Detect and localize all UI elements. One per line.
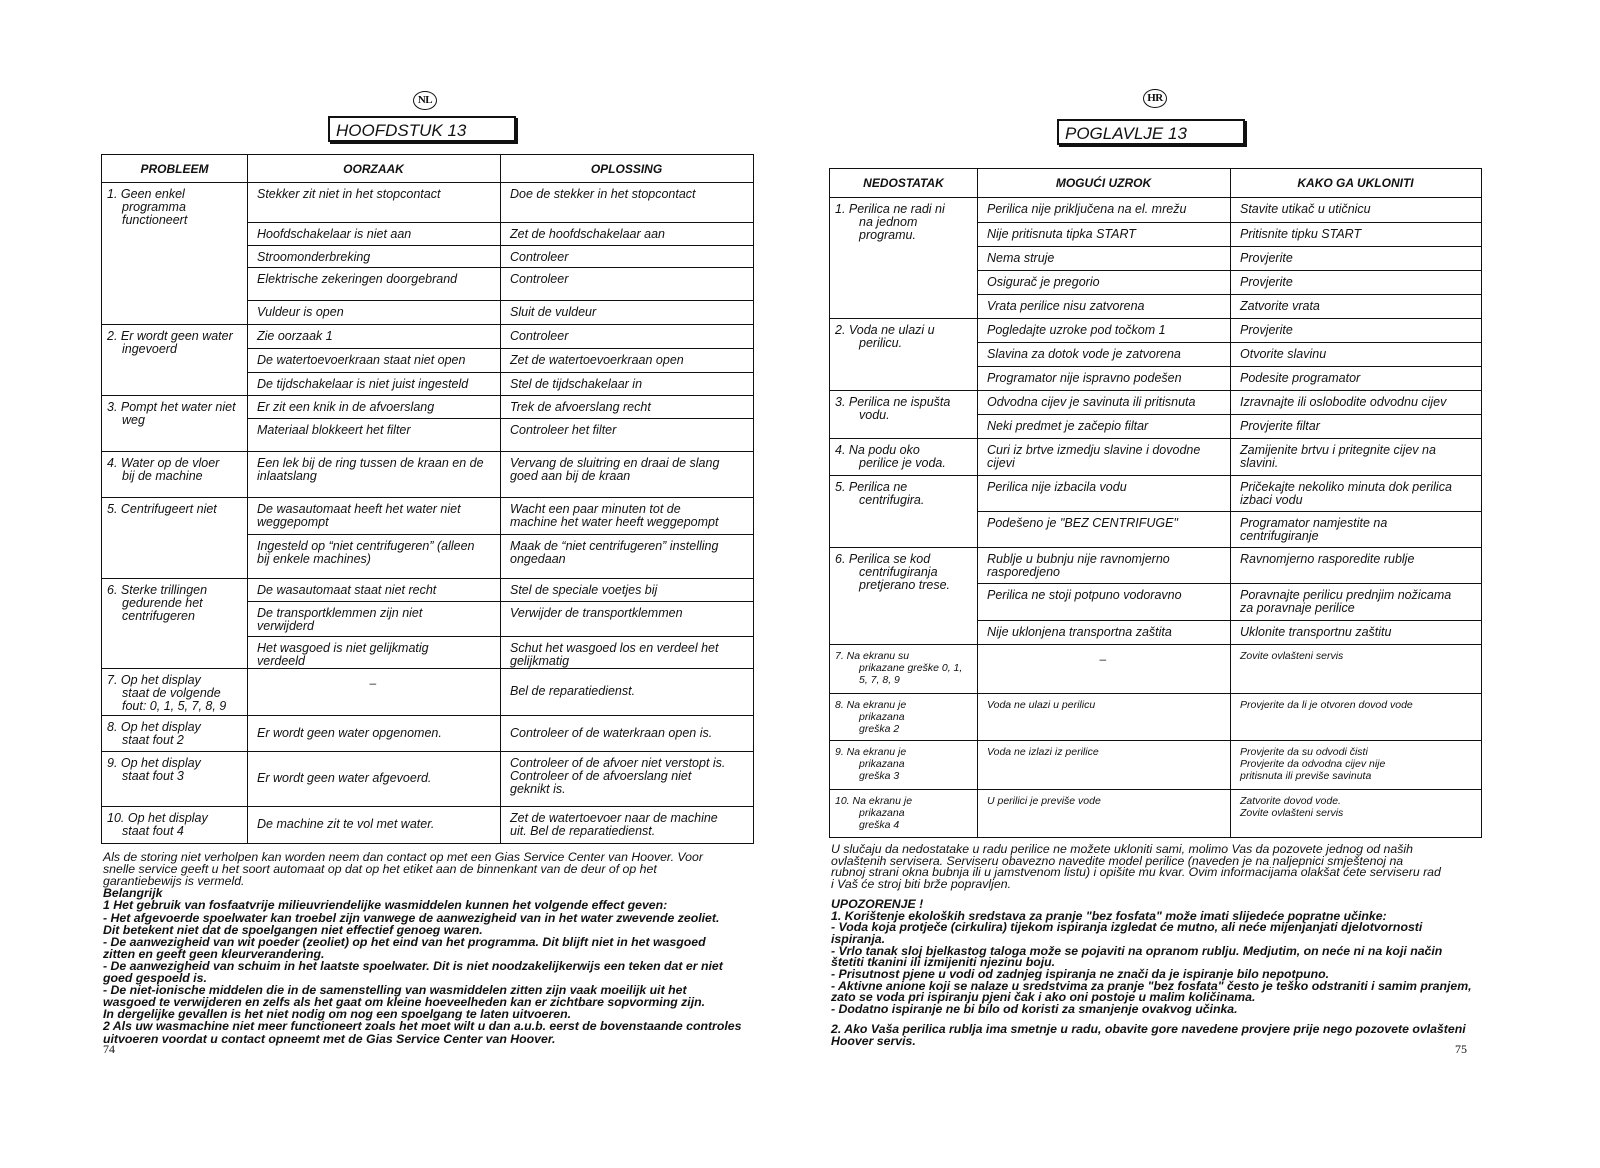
problem-text: 5. Perilica ne: [835, 480, 908, 494]
header-problem: PROBLEEM: [140, 161, 209, 176]
row-divider: [977, 414, 1481, 415]
note-line: - Aktivne anione koji se nalaze u sredstvima za pranje "bez fosfata" često je teško odstraniti i samim pranjem,: [831, 978, 1472, 993]
problem-text: 4. Na podu oko: [835, 443, 920, 457]
problem-text: 10. Op het display: [107, 811, 208, 825]
row-divider: [102, 497, 753, 498]
problem-text: prikazana: [859, 807, 905, 819]
solution-text: Provjerite: [1240, 275, 1293, 289]
note-line: - Het afgevoerde spoelwater kan troebel zijn vanwege de aanwezigheid van in het water zwevende zeoliet.: [103, 910, 720, 925]
page-number: 74: [103, 1042, 115, 1056]
note-line: - Vrlo tanak sloj bjelkastog taloga može se pojaviti na opranom rublju. Medjutim, on neće ni na koji način: [831, 943, 1443, 958]
row-divider: [830, 475, 1481, 476]
cause-text: Odvodna cijev je savinuta ili pritisnuta: [987, 395, 1196, 409]
problem-text: prikazane greške 0, 1,: [859, 662, 963, 674]
cause-text: Stroomonderbreking: [257, 250, 371, 264]
problem-text: na jednom: [859, 215, 918, 229]
cause-text: Nije pritisnuta tipka START: [987, 227, 1136, 241]
cause-text: Het wasgoed is niet gelijkmatig: [257, 641, 429, 655]
problem-text: staat de volgende: [122, 686, 221, 700]
solution-text: Zovite ovlašteni servis: [1240, 650, 1344, 662]
row-divider: [977, 222, 1481, 223]
row-divider: [830, 390, 1481, 391]
note-line: garantiebewijs is vermeld.: [103, 874, 245, 889]
solution-text: Stel de tijdschakelaar in: [510, 377, 643, 391]
cause-text: verdeeld: [257, 654, 305, 668]
solution-text: Controleer of de waterkraan open is.: [510, 725, 713, 740]
cause-text: Perilica nije izbacila vodu: [987, 480, 1127, 494]
solution-text: Stavite utikač u utičnicu: [1240, 202, 1371, 216]
problem-text: greška 3: [859, 770, 900, 782]
row-divider: [247, 245, 753, 246]
chapter-title: HOOFDSTUK 13: [328, 116, 516, 142]
problem-text: 5, 7, 8, 9: [859, 674, 900, 686]
note-line: - De aanwezigheid van wit poeder (zeoliet) op het eind van het programma. Dit blijft niet in het wasgoed: [103, 934, 706, 949]
solution-text: Programator namjestite na: [1240, 516, 1388, 530]
problem-text: 9. Na ekranu je: [835, 746, 907, 758]
problem-text: staat fout 4: [122, 824, 184, 838]
cause-text: weggepompt: [257, 515, 329, 529]
row-divider: [977, 294, 1481, 295]
note-line: In dergelijke gevallen is het niet nodig om nog een spoelgang te laten uitvoeren.: [103, 1007, 572, 1022]
solution-text: centrifugiranje: [1240, 529, 1319, 543]
column-divider: [247, 155, 248, 843]
cause-text: rasporedjeno: [987, 565, 1060, 579]
solution-text: izbaci vodu: [1240, 493, 1303, 507]
row-divider: [247, 348, 753, 349]
solution-text: Zet de watertoevoerkraan open: [510, 353, 684, 367]
row-divider: [977, 342, 1481, 343]
troubleshooting-table: [829, 168, 1482, 838]
solution-text: Bel de reparatiedienst.: [510, 684, 636, 698]
row-divider: [247, 222, 753, 223]
cause-text: Osigurač je pregorio: [987, 275, 1100, 289]
note-line: Dit betekent niet dat de spoelgangen niet effectief genoeg waren.: [103, 922, 483, 937]
solution-text: Sluit de vuldeur: [510, 305, 597, 319]
row-divider: [830, 644, 1481, 645]
problem-text: prikazana: [859, 711, 905, 723]
problem-text: staat fout 3: [122, 769, 184, 783]
solution-text: Zet de hoofdschakelaar aan: [510, 227, 665, 241]
solution-text: Zatvorite dovod vode.: [1240, 795, 1341, 807]
problem-text: gedurende het: [122, 596, 203, 610]
solution-text: Controleer of de afvoer niet verstopt is.: [510, 756, 726, 770]
solution-text: Provjerite da odvodna cijev nije: [1240, 758, 1386, 770]
problem-text: 3. Pompt het water niet: [107, 400, 236, 414]
solution-text: geknikt is.: [510, 782, 566, 796]
cause-text: De tijdschakelaar is niet juist ingesteld: [257, 377, 469, 391]
solution-text: za poravnaje perilice: [1240, 601, 1355, 615]
cause-text: Perilica ne stoji potpuno vodoravno: [987, 588, 1182, 602]
problem-text: bij de machine: [122, 469, 203, 483]
solution-text: Izravnajte ili oslobodite odvodnu cijev: [1240, 395, 1447, 409]
solution-text: Schut het wasgoed los en verdeel het: [510, 641, 719, 655]
problem-text: centrifugiranja: [859, 565, 938, 579]
empty-cause-dash: –: [369, 676, 377, 690]
problem-text: programma: [122, 200, 186, 214]
row-divider: [102, 451, 753, 452]
problem-text: ingevoerd: [122, 342, 177, 356]
solution-text: uit. Bel de reparatiedienst.: [510, 824, 656, 838]
row-divider: [102, 806, 753, 807]
problem-text: 5. Centrifugeert niet: [107, 502, 217, 516]
cause-text: Slavina za dotok vode je zatvorena: [987, 347, 1181, 361]
note-line: Hoover servis.: [831, 1033, 916, 1048]
page-number: 75: [1455, 1042, 1467, 1056]
cause-text: Materiaal blokkeert het filter: [257, 423, 411, 437]
solution-text: Uklonite transportnu zaštitu: [1240, 625, 1392, 639]
problem-text: 3. Perilica ne ispušta: [835, 395, 951, 409]
problem-text: prikazana: [859, 758, 905, 770]
cause-text: verwijderd: [257, 619, 314, 633]
problem-text: 1. Perilica ne radi ni: [835, 202, 945, 216]
solution-text: Controleer: [510, 329, 569, 343]
solution-text: Trek de afvoerslang recht: [510, 400, 651, 414]
problem-text: centrifugira.: [859, 493, 925, 507]
note-line: 1 Het gebruik van fosfaatvrije milieuvriendelijke wasmiddelen kunnen het volgende effect geven:: [103, 898, 668, 913]
row-divider: [977, 583, 1481, 584]
note-line: - De niet-ionische middelen die in de samenstelling van wasmiddelen zitten zijn vaak moeilijk uit het: [103, 983, 687, 998]
header-solution: OPLOSSING: [590, 161, 663, 176]
cause-text: Er wordt geen water opgenomen.: [257, 725, 442, 740]
note-line: - Dodatno ispiranje ne bi bilo od koristi za smanjenje ovakvog učinka.: [831, 1002, 1238, 1017]
solution-text: Vervang de sluitring en draai de slang: [510, 456, 720, 470]
problem-text: 7. Op het display: [107, 673, 201, 687]
problem-text: 2. Er wordt geen water: [107, 329, 233, 343]
problem-text: vodu.: [859, 408, 890, 422]
cause-text: Vuldeur is open: [257, 305, 344, 319]
problem-text: 6. Sterke trillingen: [107, 583, 208, 597]
solution-text: Verwijder de transportklemmen: [510, 606, 683, 620]
cause-text: Er wordt geen water afgevoerd.: [257, 771, 432, 785]
solution-text: ongedaan: [510, 552, 566, 566]
problem-text: 2. Voda ne ulazi u: [835, 323, 935, 337]
solution-text: Poravnajte perilicu prednjim nožicama: [1240, 588, 1452, 602]
solution-text: Pritisnite tipku START: [1240, 227, 1362, 241]
row-divider: [247, 300, 753, 301]
note-line: 2 Als uw wasmachine niet meer functioneert zoals het moet wilt u dan a.u.b. eerst de bovenstaande controles: [103, 1019, 742, 1034]
cause-text: Podešeno je "BEZ CENTRIFUGE": [987, 516, 1178, 530]
note-line: zato se voda pri ispiranju pjeni čak i ako oni postoje u malim količinama.: [831, 990, 1256, 1005]
problem-text: perilicu.: [859, 336, 903, 350]
solution-text: Stel de speciale voetjes bij: [510, 583, 658, 597]
language-badge: HR: [1143, 89, 1167, 108]
solution-text: Provjerite da su odvodi čisti: [1240, 746, 1368, 758]
language-badge: NL: [413, 91, 437, 110]
row-divider: [977, 620, 1481, 621]
note-line: uitvoeren voordat u contact opneemt met de Gias Service Center van Hoover.: [103, 1031, 556, 1046]
problem-text: centrifugeren: [122, 609, 195, 623]
row-divider: [102, 751, 753, 752]
solution-text: Pričekajte nekoliko minuta dok perilica: [1240, 480, 1452, 494]
note-line: rubnoj strani okna bubnja ili u jamstvenom listu) i opišite mu kvar. Ovim informacijama olakšat ćete serviseru rad: [831, 865, 1441, 880]
chapter-title: POGLAVLJE 13: [1057, 119, 1245, 145]
solution-text: Ravnomjerno rasporedite rublje: [1240, 552, 1415, 566]
problem-text: 9. Op het display: [107, 756, 201, 770]
cause-text: Curi iz brtve izmedju slavine i dovodne: [987, 443, 1201, 457]
solution-text: Provjerite: [1240, 251, 1293, 265]
row-divider: [247, 267, 753, 268]
row-divider: [977, 246, 1481, 247]
solution-text: goed aan bij de kraan: [510, 469, 631, 483]
note-line: - Prisutnost pjene u vodi od zadnjeg ispiranja ne znači da je ispiranje bilo nepotpuno.: [831, 967, 1330, 981]
problem-text: staat fout 2: [122, 733, 184, 747]
solution-text: Controleer of de afvoerslang niet: [510, 769, 692, 783]
solution-text: pritisnuta ili previše savinuta: [1240, 770, 1372, 782]
solution-text: Podesite programator: [1240, 371, 1361, 385]
problem-text: perilice je voda.: [859, 456, 946, 470]
note-line: štetiti tkanini ili izmijeniti njezinu boju.: [831, 955, 1056, 970]
cause-text: bij enkele machines): [257, 552, 371, 566]
row-divider: [830, 438, 1481, 439]
solution-text: Otvorite slavinu: [1240, 347, 1327, 361]
row-divider: [830, 740, 1481, 741]
solution-text: Zatvorite vrata: [1240, 299, 1320, 313]
row-divider: [102, 324, 753, 325]
problem-text: fout: 0, 1, 5, 7, 8, 9: [122, 699, 227, 713]
note-line: U slučaju da nedostatake u radu perilice ne možete ukloniti sami, molimo Vas da pozovete jednog od naših: [831, 842, 1413, 856]
note-line: Als de storing niet verholpen kan worden neem dan contact op met een Gias Service Center van Hoover. Voor: [103, 850, 703, 864]
note-line: i Vaš će stroj biti brže popravljen.: [831, 877, 1011, 892]
row-divider: [102, 578, 753, 579]
cause-text: Er zit een knik in de afvoerslang: [257, 400, 435, 414]
cause-text: Perilica nije priključena na el. mrežu: [987, 202, 1187, 216]
solution-text: Controleer: [510, 250, 569, 264]
note-line: zitten en geeft geen kleurverandering.: [103, 946, 325, 961]
problem-text: 8. Na ekranu je: [835, 699, 907, 711]
cause-text: Programator nije ispravno podešen: [987, 371, 1182, 385]
cause-text: Nije uklonjena transportna zaštita: [987, 625, 1172, 639]
problem-text: weg: [122, 413, 145, 427]
cause-text: De watertoevoerkraan staat niet open: [257, 353, 466, 367]
problem-text: 10. Na ekranu je: [835, 795, 913, 807]
row-divider: [102, 715, 753, 716]
solution-text: Doe de stekker in het stopcontact: [510, 187, 696, 201]
header-cause: OORZAAK: [343, 161, 404, 176]
problem-text: programu.: [859, 228, 916, 242]
row-divider: [830, 318, 1481, 319]
problem-text: greška 2: [859, 723, 900, 735]
problem-text: greška 4: [859, 819, 900, 831]
row-divider: [830, 789, 1481, 790]
troubleshooting-table: [101, 154, 754, 844]
cause-text: U perilici je previše vode: [987, 795, 1101, 807]
solution-text: Zamijenite brtvu i pritegnite cijev na: [1240, 443, 1436, 457]
problem-text: functioneert: [122, 213, 188, 227]
cause-text: Rublje u bubnju nije ravnomjerno: [987, 552, 1170, 566]
cause-text: Nema struje: [987, 251, 1055, 265]
header-cause: MOGUĆI UZROK: [1055, 176, 1152, 190]
empty-cause-dash: –: [1099, 652, 1107, 666]
row-divider: [830, 547, 1481, 548]
cause-text: Vrata perilice nisu zatvorena: [987, 299, 1145, 313]
note-line: - De aanwezigheid van schuim in het laatste spoelwater. Dit is niet noodzakelijkerwijs een teken dat er niet: [103, 958, 723, 973]
header-solution: KAKO GA UKLONITI: [1297, 176, 1414, 190]
header-problem: NEDOSTATAK: [863, 176, 944, 190]
row-divider: [102, 395, 753, 396]
cause-text: cijevi: [987, 456, 1015, 470]
cause-text: Stekker zit niet in het stopcontact: [257, 187, 441, 201]
solution-text: Zet de watertoevoer naar de machine: [510, 811, 718, 825]
solution-text: machine het water heeft weggepompt: [510, 515, 719, 529]
problem-text: 4. Water op de vloer: [107, 456, 220, 470]
cause-text: Pogledajte uzroke pod točkom 1: [987, 323, 1166, 337]
cause-text: Voda ne izlazi iz perilice: [987, 746, 1099, 758]
solution-text: Provjerite: [1240, 323, 1293, 337]
cause-text: Een lek bij de ring tussen de kraan en de: [257, 456, 484, 470]
row-divider: [830, 693, 1481, 694]
table-header: [102, 155, 753, 183]
row-divider: [247, 636, 753, 637]
solution-text: Controleer het filter: [510, 423, 617, 437]
note-line: wasgoed te verwijderen en zelfs als het gaat om kleine hoeveelheden kan er zichtbare sopvorming zijn.: [103, 995, 706, 1010]
right-page: [800, 0, 1600, 1168]
cause-text: Zie oorzaak 1: [257, 329, 333, 343]
row-divider: [977, 511, 1481, 512]
cause-text: De wasautomaat staat niet recht: [257, 583, 437, 597]
row-divider: [247, 601, 753, 602]
cause-text: Elektrische zekeringen doorgebrand: [257, 272, 458, 286]
note-line: - Voda koja protječe (cirkulira) tijekom ispiranja izgledat će mutno, ali neće mijenjanjati djelotvornosti: [831, 920, 1423, 935]
solution-text: Controleer: [510, 272, 569, 286]
note-line: ovlaštenih servisera. Serviseru obavezno navedite model perilice (naveden je na naljepnici smještenoj na: [831, 853, 1404, 868]
note-line: snelle service geeft u het soort automaat op dat op het etiket aan de binnenkant van de deur of op het: [103, 862, 657, 877]
solution-text: Wacht een paar minuten tot de: [510, 502, 681, 516]
solution-text: Provjerite filtar: [1240, 419, 1320, 433]
cause-text: Neki predmet je začepio filtar: [987, 419, 1149, 433]
problem-text: 1. Geen enkel: [107, 187, 185, 201]
row-divider: [247, 372, 753, 373]
problem-text: 8. Op het display: [107, 720, 201, 734]
solution-text: Provjerite da li je otvoren dovod vode: [1240, 699, 1413, 711]
row-divider: [247, 534, 753, 535]
note-line: 2. Ako Vaša perilica rublja ima smetnje u radu, obavite gore navedene provjere prije nego pozovete ovlašteni: [831, 1021, 1466, 1036]
solution-text: Maak de “niet centrifugeren” instelling: [510, 539, 719, 553]
column-divider: [500, 155, 501, 843]
problem-text: pretjerano trese.: [859, 578, 951, 592]
row-divider: [247, 418, 753, 419]
row-divider: [977, 270, 1481, 271]
cause-text: De transportklemmen zijn niet: [257, 606, 423, 620]
table-header: [830, 169, 1481, 198]
note-line: UPOZORENJE !: [831, 896, 924, 911]
solution-text: gelijkmatig: [510, 654, 570, 668]
cause-text: Ingesteld op “niet centrifugeren” (alleen: [257, 539, 475, 553]
cause-text: De machine zit te vol met water.: [257, 817, 435, 831]
cause-text: inlaatslang: [257, 469, 317, 483]
solution-text: slavini.: [1240, 456, 1279, 470]
problem-text: 7. Na ekranu su: [835, 650, 910, 662]
row-divider: [102, 668, 753, 669]
note-line: Belangrijk: [103, 886, 163, 901]
solution-text: Zovite ovlašteni servis: [1240, 807, 1344, 819]
cause-text: Voda ne ulazi u perilicu: [987, 699, 1096, 711]
cause-text: De wasautomaat heeft het water niet: [257, 502, 461, 516]
note-line: 1. Korištenje ekoloških sredstava za pranje "bez fosfata" može imati slijedeće popratne učinke:: [831, 908, 1387, 923]
note-line: ispiranja.: [831, 931, 885, 946]
cause-text: Hoofdschakelaar is niet aan: [257, 227, 412, 241]
row-divider: [977, 366, 1481, 367]
note-line: goed gespoeld is.: [103, 971, 207, 985]
problem-text: 6. Perilica se kod: [835, 552, 931, 566]
